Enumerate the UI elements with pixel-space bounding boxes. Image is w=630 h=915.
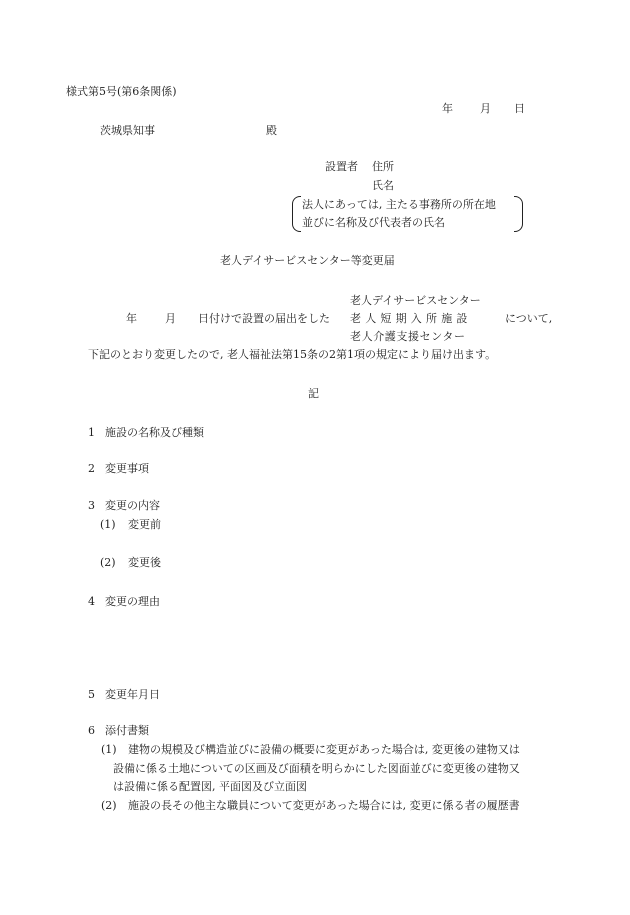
date-year-label: 年 (442, 102, 453, 115)
corp-note-line1: 法人にあっては, 主たる事務所の所在地 (302, 198, 496, 211)
founder-address-label: 住所 (372, 160, 394, 173)
founder-name-label: 氏名 (372, 179, 394, 192)
item-3-sub-2-number: (2) (100, 556, 116, 569)
attachment-1-line-1: 建物の規模及び構造並びに設備の概要に変更があった場合は, 変更後の建物又は (128, 743, 520, 756)
item-1-number: 1 (88, 426, 95, 439)
item-3-sub-1-text: 変更前 (128, 518, 161, 531)
founder-label: 設置者 (325, 160, 358, 173)
attachment-1-line-3: は設備に係る配置図, 平面図及び立面図 (113, 780, 307, 793)
facility-type-3: 老人介護支援センター (350, 330, 466, 343)
item-2-text: 変更事項 (105, 462, 149, 475)
body-date-month: 月 (165, 312, 176, 325)
date-month-label: 月 (480, 102, 491, 115)
right-bracket (514, 196, 523, 232)
body-regarding: について, (505, 312, 553, 325)
attachment-1-number: (1) (101, 743, 117, 756)
facility-type-1: 老人デイサービスセンター (350, 294, 481, 307)
item-3-sub-1-number: (1) (100, 518, 116, 531)
item-5-text: 変更年月日 (105, 688, 160, 701)
left-bracket (292, 196, 301, 232)
body-line-2: 下記のとおり変更したので, 老人福祉法第15条の2第1項の規定により届け出ます。 (88, 348, 497, 361)
item-4-number: 4 (88, 595, 95, 608)
item-4-text: 変更の理由 (105, 595, 160, 608)
date-day-label: 日 (514, 102, 525, 115)
item-3-text: 変更の内容 (105, 499, 160, 512)
form-number: 様式第5号(第6条関係) (66, 85, 177, 98)
item-6-number: 6 (88, 724, 95, 737)
attachment-2-number: (2) (101, 799, 117, 812)
corp-note-line2: 並びに名称及び代表者の氏名 (302, 216, 445, 229)
attachment-1-line-2: 設備に係る土地についての区画及び面積を明らかにした図面並びに変更後の建物又 (113, 762, 520, 775)
facility-type-2: 老人短期入所施設 (350, 312, 472, 325)
item-6-text: 添付書類 (105, 724, 149, 737)
addressee-honorific: 殿 (266, 124, 277, 137)
ki-marker: 記 (308, 387, 319, 400)
item-2-number: 2 (88, 462, 95, 475)
item-1-text: 施設の名称及び種類 (105, 426, 204, 439)
item-5-number: 5 (88, 688, 95, 701)
addressee-name: 茨城県知事 (100, 124, 155, 137)
item-3-sub-2-text: 変更後 (128, 556, 161, 569)
item-3-number: 3 (88, 499, 95, 512)
body-date-suffix: 日付けで設置の届出をした (198, 312, 330, 325)
document-title: 老人デイサービスセンター等変更届 (220, 254, 395, 267)
attachment-2-line-1: 施設の長その他主な職員について変更があった場合には, 変更に係る者の履歴書 (128, 799, 520, 812)
body-date-year: 年 (126, 312, 137, 325)
